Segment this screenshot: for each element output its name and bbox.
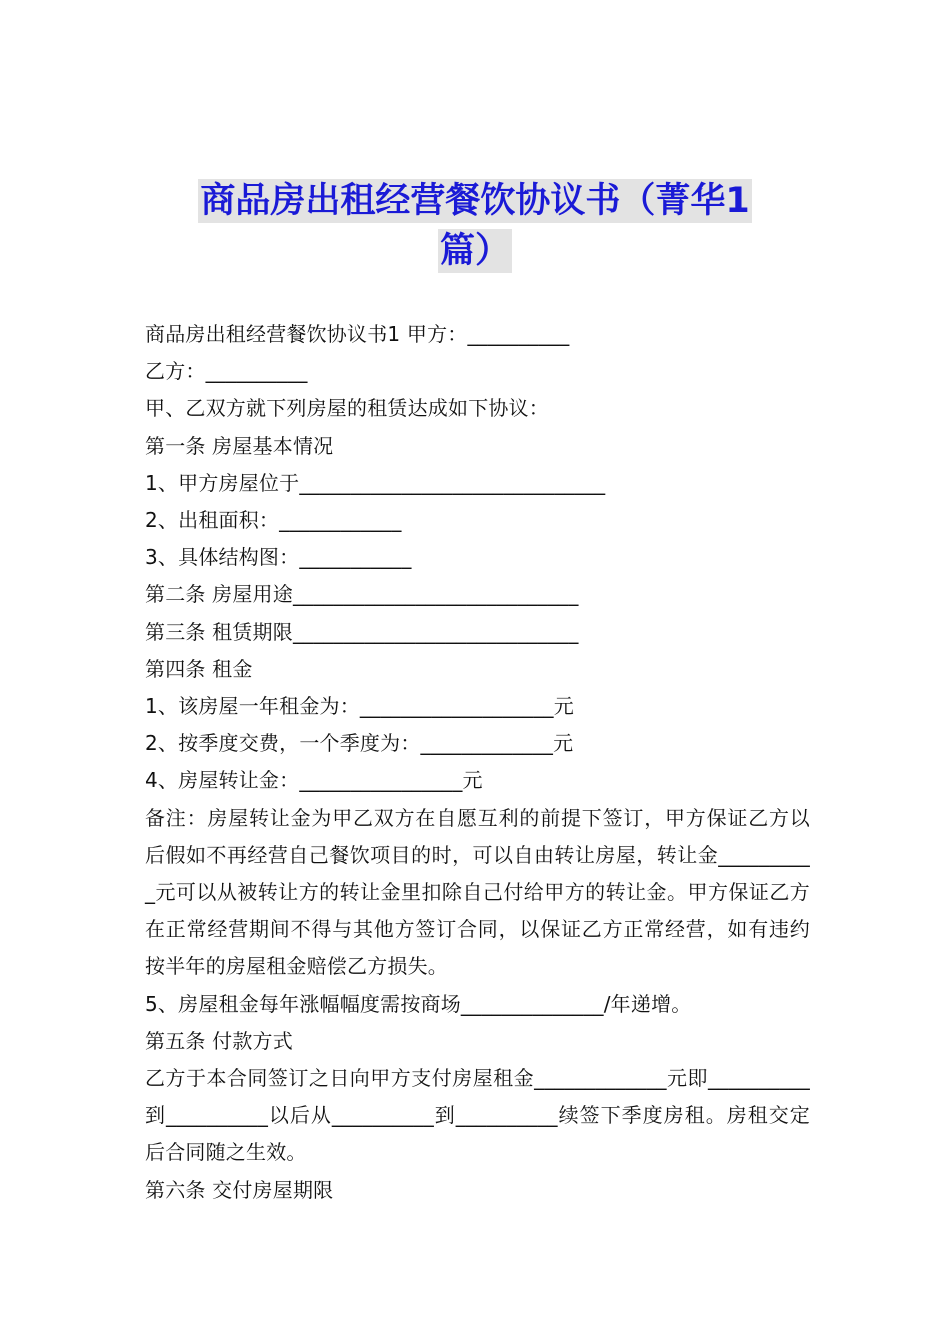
- clause-structure: 3、具体结构图：___________: [145, 545, 412, 570]
- title-line-1: 商品房出租经营餐饮协议书（菁华1: [200, 181, 750, 221]
- document-body: [145, 316, 810, 1209]
- clause-location: 1、甲方房屋位于______________________________: [145, 470, 606, 495]
- article-2-heading: 第二条 房屋用途____________________________: [145, 582, 579, 607]
- article-1-heading: 第一条 房屋基本情况: [145, 433, 334, 458]
- article-3-heading: 第三条 租赁期限____________________________: [145, 619, 579, 644]
- clause-rent-increase: 5、房屋租金每年涨幅幅度需按商场______________/年递增。: [145, 991, 692, 1016]
- article-5-heading: 第五条 付款方式: [145, 1028, 293, 1053]
- paragraph-party-a: 商品房出租经营餐饮协议书1 甲方：__________: [145, 322, 570, 346]
- paragraph-payment: 乙方于本合同签订之日向甲方支付房屋租金_____________元即__________到__________以后从__________到__________续签下季度房租。房租交定后合同随之生效。: [145, 1066, 810, 1165]
- paragraph-agreement-intro: 甲、乙双方就下列房屋的租赁达成如下协议：: [145, 396, 549, 421]
- article-6-heading: 第六条 交付房屋期限: [145, 1177, 334, 1202]
- clause-annual-rent: 1、该房屋一年租金为：___________________元: [145, 694, 574, 719]
- article-4-heading: 第四条 租金: [145, 656, 253, 681]
- clause-transfer-fee: 4、房屋转让金：________________元: [145, 768, 483, 793]
- document-title: [120, 176, 830, 276]
- title-line-2: 篇）: [439, 231, 510, 271]
- paragraph-remarks: 备注：房屋转让金为甲乙双方在自愿互利的前提下签订，甲方保证乙方以后假如不再经营自己餐饮项目的时，可以自由转让房屋，转让金__________元可以从被转让方的转让金里扣除自己付给甲方的转让金。甲方保证乙方在正常经营期间不得与其他方签订合同，以保证乙方正常经营，如有违约按半年的房屋租金赔偿乙方损失。: [145, 805, 810, 979]
- paragraph-party-b: 乙方：__________: [145, 359, 308, 384]
- clause-area: 2、出租面积：____________: [145, 508, 402, 533]
- clause-quarterly-rent: 2、按季度交费，一个季度为：_____________元: [145, 731, 574, 756]
